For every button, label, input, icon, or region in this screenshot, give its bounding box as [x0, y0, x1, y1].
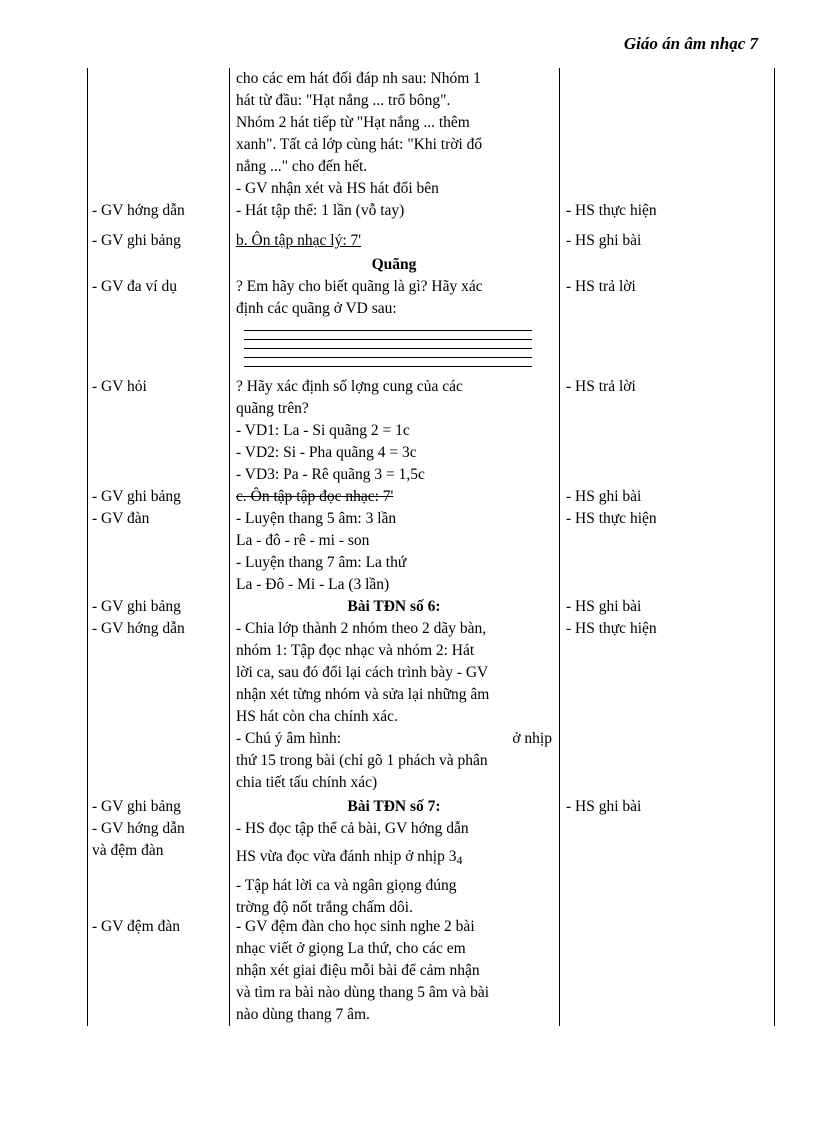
student-activity: - HS trả lời [566, 278, 636, 295]
continued-activity-text: cho các em hát đối đáp nh sau: Nhóm 1 hát từ đầu: "Hạt nắng ... trổ bông". Nhóm 2 hát tiếp từ "Hạt nắng ... thêm xanh". Tất cả lớp cùng hát: "Khi trời đổ nắng ..." cho đến hết. - GV nhận xét và HS hát đổi bên [236, 70, 483, 197]
teacher-activity: - GV ghi bảng [92, 232, 181, 249]
student-activity: - HS ghi bài [566, 798, 642, 815]
topic-title-intervals: Quãng [371, 256, 417, 273]
lesson-content: - HS đọc tập thể cả bài, GV hớng dẫn HS vừa đọc vừa đánh nhịp ở nhịp $3_4$ - Tập hát lời ca và ngân giọng đúng trờng độ nốt trắng chấm dôi. [236, 820, 469, 916]
lesson-content: - GV đệm đàn cho học sinh nghe 2 bài nhạc viết ở giọng La thứ, cho các em nhận xét giai điệu mỗi bài để cảm nhận và tìm ra bài nào dùng thang 5 âm và bài nào dùng thang 7 âm. [236, 918, 490, 1023]
page-header-title: Giáo án âm nhạc 7 [623, 34, 758, 53]
teacher-activity: - GV hớng dẫn [92, 202, 185, 219]
lesson-content: - Hát tập thể: 1 lần (vỗ tay) [236, 202, 405, 219]
student-activity: - HS ghi bài [566, 488, 642, 505]
section-heading-music-theory: b. Ôn tập nhạc lý: 7' [236, 232, 362, 249]
lesson-content: ? Em hãy cho biết quãng là gì? Hãy xác định các quãng ở VD sau: [236, 278, 483, 317]
lesson-title-tdn-7: Bài TĐN số 7: [347, 798, 441, 815]
time-signature-lower: 4 [456, 853, 463, 867]
music-staff-example [244, 330, 532, 370]
lesson-content: - Chia lớp thành 2 nhóm theo 2 dãy bàn, nhóm 1: Tập đọc nhạc và nhóm 2: Hát lời ca, sau đó đổi lại cách trình bày - GV nhận xét từng nhóm và sửa lại những âm HS hát còn cha chính xác. - Chú ý âm hình: ở nhịp thứ 15 trong bài (chỉ gõ 1 phách và phân chia tiết tấu chính xác) [236, 620, 552, 791]
teacher-activity: - GV hớng dẫn và đệm đàn [92, 820, 185, 859]
teacher-activity: - GV ghi bảng [92, 798, 181, 815]
student-activity: - HS ghi bài [566, 232, 642, 249]
student-activity: - HS ghi bài [566, 598, 642, 615]
lesson-title-tdn-6: Bài TĐN số 6: [347, 598, 441, 615]
teacher-activity: - GV hớng dẫn [92, 620, 185, 637]
student-activity: - HS thực hiện [566, 510, 657, 527]
section-heading-sight-reading: c. Ôn tập tập đọc nhạc: 7' [236, 488, 394, 505]
table-divider-2 [559, 68, 560, 1026]
teacher-activity: - GV đệm đàn [92, 918, 180, 935]
student-activity: - HS trả lời [566, 378, 636, 395]
lesson-content: - Luyện thang 5 âm: 3 lần La - đô - rê - mi - son - Luyện thang 7 âm: La thứ La - Đô - Mi - La (3 lần) [236, 510, 407, 593]
teacher-activity: - GV ghi bảng [92, 488, 181, 505]
table-divider-1 [229, 68, 230, 1026]
teacher-activity: - GV đa ví dụ [92, 278, 177, 295]
student-activity: - HS thực hiện [566, 620, 657, 637]
table-border-left [87, 68, 88, 1026]
table-border-right [774, 68, 775, 1026]
student-activity: - HS thực hiện [566, 202, 657, 219]
teacher-activity: - GV ghi bảng [92, 598, 181, 615]
teacher-activity: - GV hỏi [92, 378, 147, 395]
lesson-content: ? Hãy xác định số lợng cung của các quãng trên? - VD1: La - Si quãng 2 = 1c - VD2: Si - Pha quãng 4 = 3c - VD3: Pa - Rê quãng 3 = 1,5c [236, 378, 463, 483]
teacher-activity: - GV đàn [92, 510, 150, 527]
